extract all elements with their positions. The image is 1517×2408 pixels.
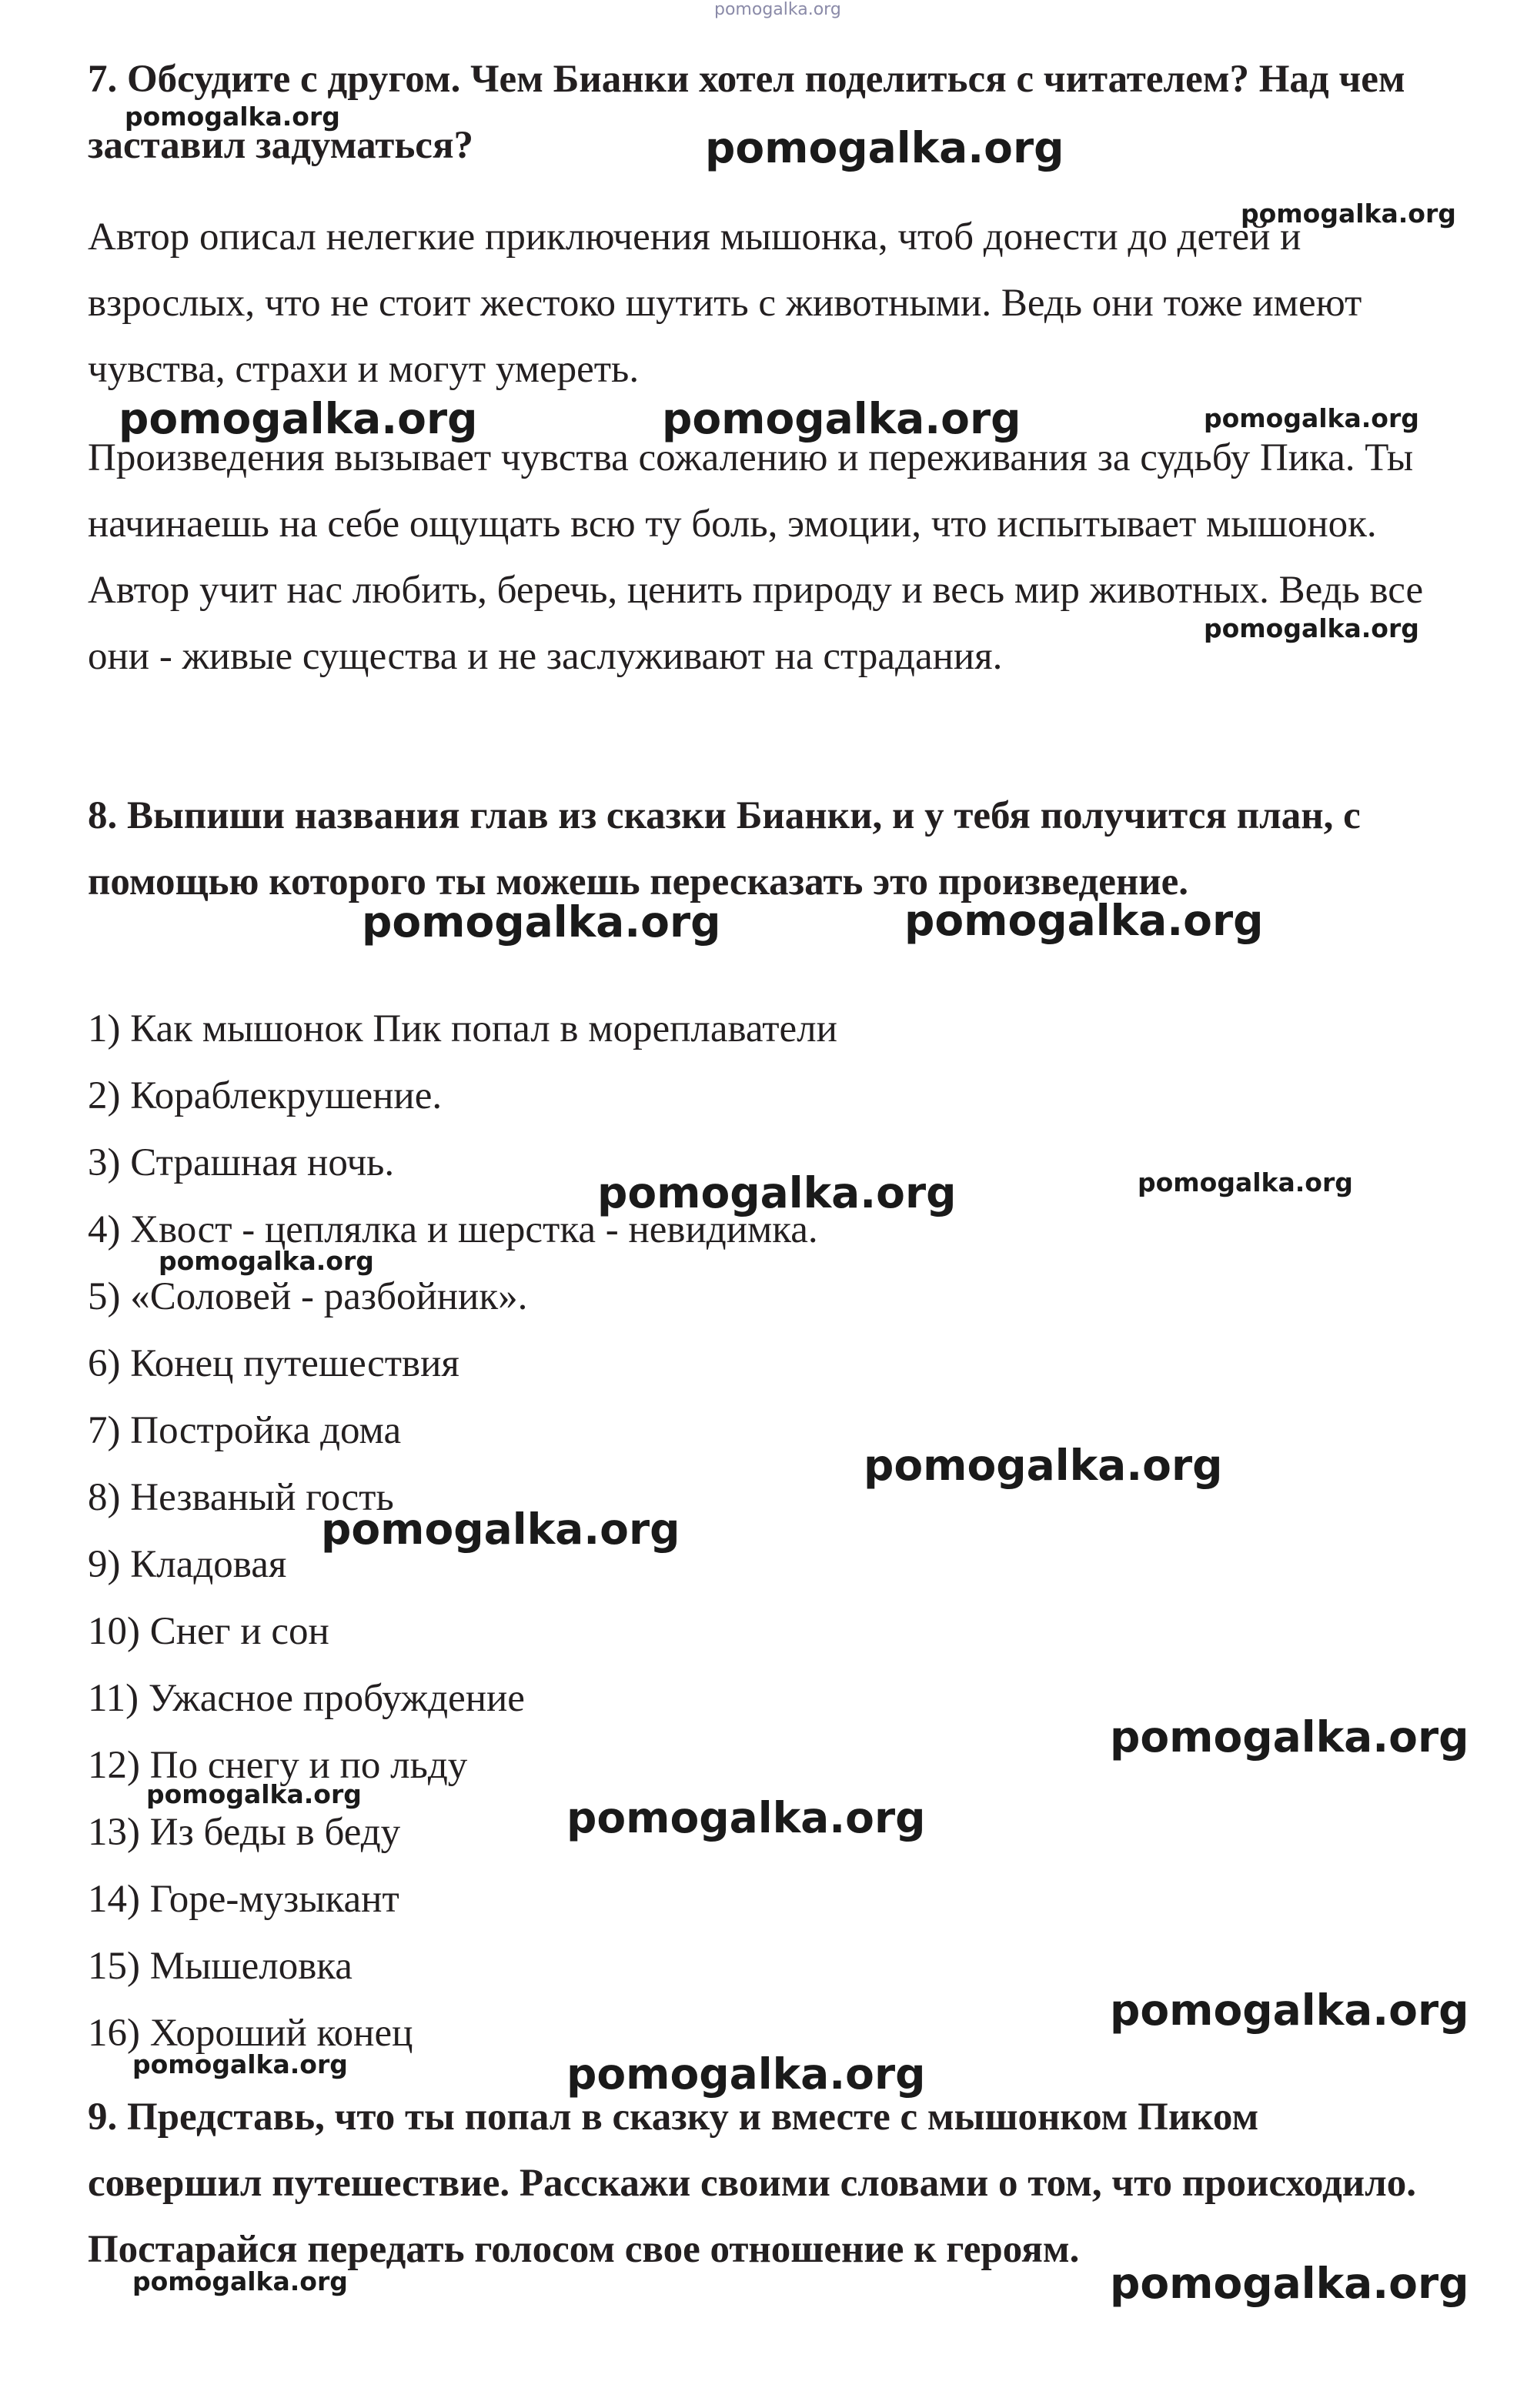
- list-item: 5) «Соловей - разбойник».: [88, 1275, 528, 1318]
- list-item: 7) Постройка дома: [88, 1409, 402, 1452]
- watermark: pomogalka.org: [132, 2266, 348, 2296]
- watermark: pomogalka.org: [864, 1441, 1223, 1490]
- watermark: pomogalka.org: [125, 102, 340, 132]
- watermark: pomogalka.org: [321, 1505, 680, 1554]
- list-item: 6) Конец путешествия: [88, 1342, 459, 1385]
- watermark: pomogalka.org: [1110, 2259, 1469, 2308]
- watermark: pomogalka.org: [1204, 403, 1419, 433]
- watermark: pomogalka.org: [904, 896, 1264, 945]
- watermark: pomogalka.org: [1110, 1712, 1469, 1762]
- list-item: 9) Кладовая: [88, 1543, 287, 1586]
- watermark: pomogalka.org: [1204, 613, 1419, 643]
- list-item: 11) Ужасное пробуждение: [88, 1677, 525, 1720]
- watermark: pomogalka.org: [146, 1779, 362, 1809]
- watermark: pomogalka.org: [566, 1793, 926, 1842]
- question-7-title: 7. Обсудите с другом. Чем Бианки хотел поделиться с читателем? Над чем заставил задуматься?: [88, 58, 1405, 167]
- question-7-paragraph-2: Произведения вызывает чувства сожалению и переживания за судьбу Пика. Ты начинаешь на себе ощущать всю ту боль, эмоции, что испытывает мышонок. Автор учит нас любить, беречь, ценить природу и весь мир животных. Ведь все они - живые существа и не заслуживают на страдания.: [88, 436, 1424, 678]
- list-item: 12) По снегу и по льду: [88, 1744, 468, 1787]
- list-item: 4) Хвост - цеплялка и шерстка - невидимка.: [88, 1208, 818, 1251]
- list-item: 8) Незваный гость: [88, 1476, 394, 1519]
- watermark: pomogalka.org: [1110, 1986, 1469, 2035]
- header-watermark: pomogalka.org: [714, 0, 841, 19]
- watermark: pomogalka.org: [159, 1246, 374, 1276]
- watermark: pomogalka.org: [1241, 199, 1456, 229]
- question-8-title: 8. Выпиши названия глав из сказки Бианки, и у тебя получится план, с помощью которого ты можешь пересказать это произведение.: [88, 794, 1361, 903]
- list-item: 13) Из беды в беду: [88, 1811, 401, 1854]
- watermark: pomogalka.org: [132, 2049, 348, 2079]
- list-item: 14) Горе-музыкант: [88, 1878, 399, 1921]
- question-7-paragraph-1: Автор описал нелегкие приключения мышонка, чтоб донести до детей и взрослых, что не стоит жестоко шутить с животными. Ведь они тоже имеют чувства, страхи и могут умереть.: [88, 215, 1362, 391]
- watermark: pomogalka.org: [566, 2049, 926, 2099]
- list-item: 2) Кораблекрушение.: [88, 1074, 443, 1117]
- watermark: pomogalka.org: [705, 123, 1064, 172]
- list-item: 10) Снег и сон: [88, 1610, 329, 1653]
- question-9-title: 9. Представь, что ты попал в сказку и вместе с мышонком Пиком совершил путешествие. Расскажи своими словами о том, что происходило. Постарайся передать голосом свое отношение к героям.: [88, 2096, 1417, 2271]
- watermark: pomogalka.org: [597, 1168, 957, 1217]
- list-item: 3) Страшная ночь.: [88, 1141, 395, 1184]
- watermark: pomogalka.org: [362, 897, 721, 947]
- watermark: pomogalka.org: [119, 394, 478, 443]
- watermark: pomogalka.org: [1138, 1167, 1353, 1197]
- watermark: pomogalka.org: [662, 394, 1021, 443]
- list-item: 15) Мышеловка: [88, 1945, 353, 1988]
- list-item: 16) Хороший конец: [88, 2012, 413, 2055]
- list-item: 1) Как мышонок Пик попал в мореплаватели: [88, 1007, 837, 1050]
